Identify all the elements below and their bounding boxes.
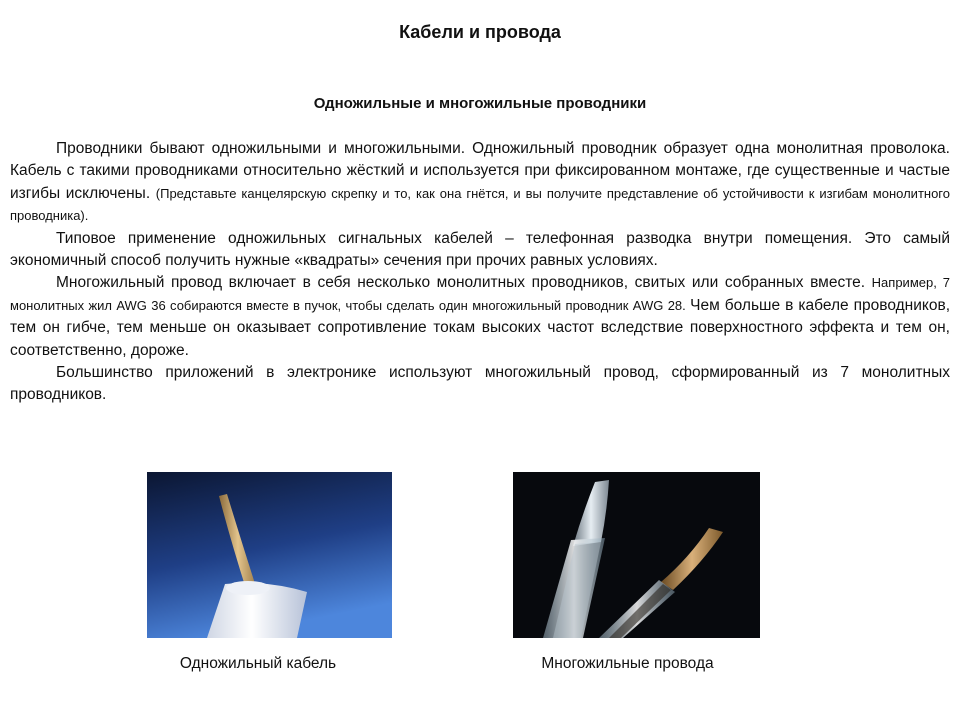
paragraph-3-tail: Чем больше в кабеле проводников, тем он гибче, тем меньше он оказывает сопротивление токам высоких частот вследствие поверхностного эффекта и тем он, соответственно, дороже. [10, 296, 951, 359]
paragraph-3-note: Например, 7 монолитных жил AWG 36 собираются вместе в пучок, чтобы сделать один многожильный проводник AWG 28. [10, 275, 950, 313]
paragraph-1-note: (Представьте канцелярскую скрепку и то, как она гнётся, и вы получите представление об устойчивости к изгибам монолитного проводника). [10, 185, 950, 224]
paragraph-1-main: Проводники бывают одножильными и многожильными. Одножильный проводник образует одна монолитная проволока. Кабель с такими проводниками относительно жёсткий и используется при фиксированном монтаже, где существенные и частые изгибы исключены. [10, 140, 950, 202]
stranded-wires-caption: Многожильные провода [541, 655, 714, 672]
paragraph-2: Типовое применение одножильных сигнальных кабелей – телефонная разводка внутри помещения. Это самый экономичный способ получить нужные «квадраты» сечения при прочих равных условиях. [10, 229, 950, 270]
solid-cable-caption: Одножильный кабель [179, 655, 337, 672]
page-title: Кабели и провода [399, 22, 561, 42]
section-subtitle: Одножильные и многожильные проводники [313, 95, 647, 112]
stranded-wires-illustration [513, 472, 760, 638]
paragraph-3-main: Многожильный провод включает в себя несколько монолитных проводников, свитых или собранных вместе. [56, 274, 872, 292]
solid-cable-illustration [147, 472, 392, 638]
stranded-wires-photo [513, 472, 760, 638]
solid-cable-photo [147, 472, 392, 638]
paragraph-3 [10, 272, 950, 362]
paragraph-1 [10, 138, 950, 228]
paragraph-4: Большинство приложений в электронике используют многожильный провод, сформированный из 7 монолитных проводников. [10, 364, 950, 404]
body-text [10, 138, 950, 407]
